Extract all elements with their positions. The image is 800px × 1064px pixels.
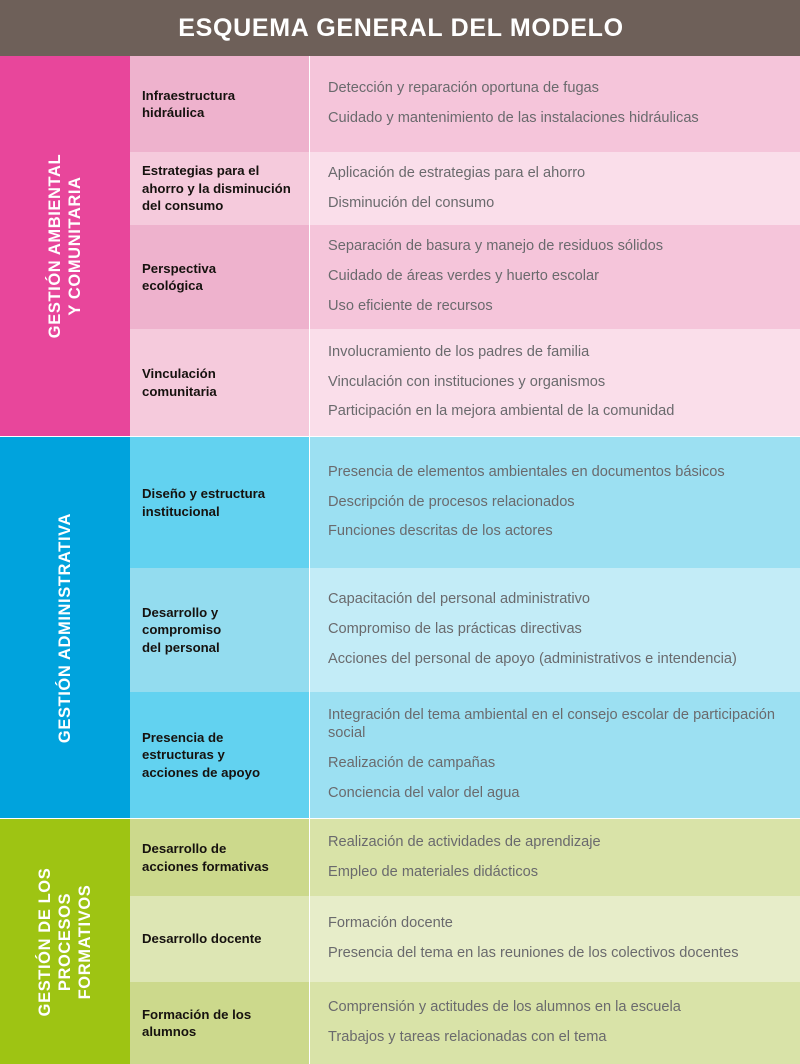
section-band-label: [55, 512, 75, 742]
section-gestion-ambiental-y-comunitaria: [0, 56, 800, 437]
row-items: [310, 437, 800, 568]
row-topic-line: del personal: [142, 639, 220, 655]
section-band-label: [35, 867, 95, 1016]
row-topic-line: Vinculación: [142, 366, 216, 382]
list-item: Comprensión y actitudes de los alumnos en la escuela: [328, 999, 681, 1016]
table-row: [130, 152, 800, 225]
section-gestion-de-los-procesos-formativos: [0, 819, 800, 1064]
header-banner: [0, 0, 800, 56]
band-label-line: PROCESOS: [55, 892, 74, 991]
section-band-gestion-de-los-procesos-formativos: [0, 819, 130, 1064]
row-topic-line: Estrategias para el: [142, 163, 260, 179]
section-band-gestion-administrativa: [0, 437, 130, 818]
list-item: Capacitación del personal administrativo: [328, 591, 591, 608]
list-item: Presencia de elementos ambientales en documentos básicos: [328, 463, 725, 480]
sections-container: [0, 56, 800, 1064]
list-item: Detección y reparación oportuna de fugas: [328, 80, 599, 97]
row-topic-line: compromiso: [142, 622, 222, 638]
row-topic: [130, 568, 310, 692]
row-items: [310, 56, 800, 152]
section-band-gestion-ambiental-y-comunitaria: [0, 56, 130, 436]
table-row: [130, 896, 800, 982]
list-item: Integración del tema ambiental en el consejo escolar de participación social: [328, 707, 775, 742]
list-item: Involucramiento de los padres de familia: [328, 343, 590, 360]
row-topic: [130, 437, 310, 568]
table-row: [130, 692, 800, 818]
list-item: Vinculación con instituciones y organismos: [328, 373, 606, 390]
row-topic-line: comunitaria: [142, 383, 217, 399]
table-row: [130, 225, 800, 329]
list-item: Funciones descritas de los actores: [328, 523, 553, 540]
section-gestion-administrativa: [0, 437, 800, 819]
row-topic-line: estructuras y: [142, 747, 225, 763]
band-label-line: Y COMUNITARIA: [66, 176, 84, 316]
list-item: Cuidado de áreas verdes y huerto escolar: [328, 268, 599, 285]
list-item: Compromiso de las prácticas directivas: [328, 621, 582, 638]
section-band-label: [45, 154, 85, 338]
row-items: [310, 819, 800, 896]
row-items: [310, 982, 800, 1064]
section-rows: [130, 819, 800, 1064]
row-topic-line: Formación de los: [142, 1006, 252, 1022]
row-topic-line: ahorro y la disminución: [142, 180, 291, 196]
row-topic-line: acciones formativas: [142, 858, 269, 874]
row-topic-line: Desarrollo y: [142, 604, 219, 620]
band-label-line: FORMATIVOS: [76, 884, 95, 999]
list-item: Separación de basura y manejo de residuos sólidos: [328, 238, 664, 255]
list-item: Conciencia del valor del agua: [328, 784, 520, 801]
row-topic-line: institucional: [142, 503, 220, 519]
list-item: Formación docente: [328, 915, 453, 932]
table-row: [130, 819, 800, 896]
row-topic: [130, 819, 310, 896]
section-rows: [130, 56, 800, 436]
row-items: [310, 568, 800, 692]
row-topic-line: ecológica: [142, 278, 203, 293]
table-row: [130, 329, 800, 436]
list-item: Uso eficiente de recursos: [328, 297, 493, 314]
band-label-line: GESTIÓN AMBIENTAL: [45, 153, 64, 339]
row-topic-line: Perspectiva: [142, 260, 217, 276]
row-topic: [130, 56, 310, 152]
row-topic-line: Presencia de: [142, 729, 224, 745]
row-topic-line: Desarrollo docente: [142, 931, 262, 947]
list-item: Trabajos y tareas relacionadas con el tema: [328, 1029, 607, 1045]
list-item: Participación en la mejora ambiental de la comunidad: [328, 403, 675, 420]
row-topic: [130, 692, 310, 818]
list-item: Acciones del personal de apoyo (administrativos e intendencia): [328, 650, 737, 667]
band-label-line: GESTIÓN DE LOS: [35, 867, 54, 1016]
list-item: Descripción de procesos relacionados: [328, 493, 575, 510]
row-topic-line: Infraestructura: [142, 87, 236, 103]
page-title: ESQUEMA GENERAL DEL MODELO: [178, 13, 624, 42]
row-items: [310, 152, 800, 225]
row-items: [310, 692, 800, 818]
list-item: Realización de campañas: [328, 755, 496, 771]
row-topic-line: hidráulica: [142, 105, 205, 120]
row-topic-line: alumnos: [142, 1024, 197, 1039]
table-row: [130, 982, 800, 1064]
section-rows: [130, 437, 800, 818]
row-topic: [130, 982, 310, 1064]
row-items: [310, 896, 800, 982]
row-topic-line: Diseño y estructura: [142, 486, 266, 502]
table-row: [130, 437, 800, 568]
band-label-line: GESTIÓN ADMINISTRATIVA: [55, 512, 74, 743]
list-item: Empleo de materiales didácticos: [328, 863, 539, 880]
table-row: [130, 568, 800, 692]
list-item: Cuidado y mantenimiento de las instalaciones hidráulicas: [328, 110, 699, 126]
row-items: [310, 329, 800, 436]
list-item: Disminución del consumo: [328, 194, 495, 211]
row-topic-line: del consumo: [142, 198, 224, 214]
row-topic-line: Desarrollo de: [142, 841, 227, 857]
row-topic: [130, 329, 310, 436]
row-items: [310, 225, 800, 329]
row-topic: [130, 152, 310, 225]
row-topic: [130, 896, 310, 982]
row-topic-line: acciones de apoyo: [142, 764, 260, 780]
list-item: Presencia del tema en las reuniones de los colectivos docentes: [328, 945, 739, 961]
table-row: [130, 56, 800, 152]
row-topic: [130, 225, 310, 329]
list-item: Aplicación de estrategias para el ahorro: [328, 164, 586, 181]
list-item: Realización de actividades de aprendizaje: [328, 833, 601, 850]
